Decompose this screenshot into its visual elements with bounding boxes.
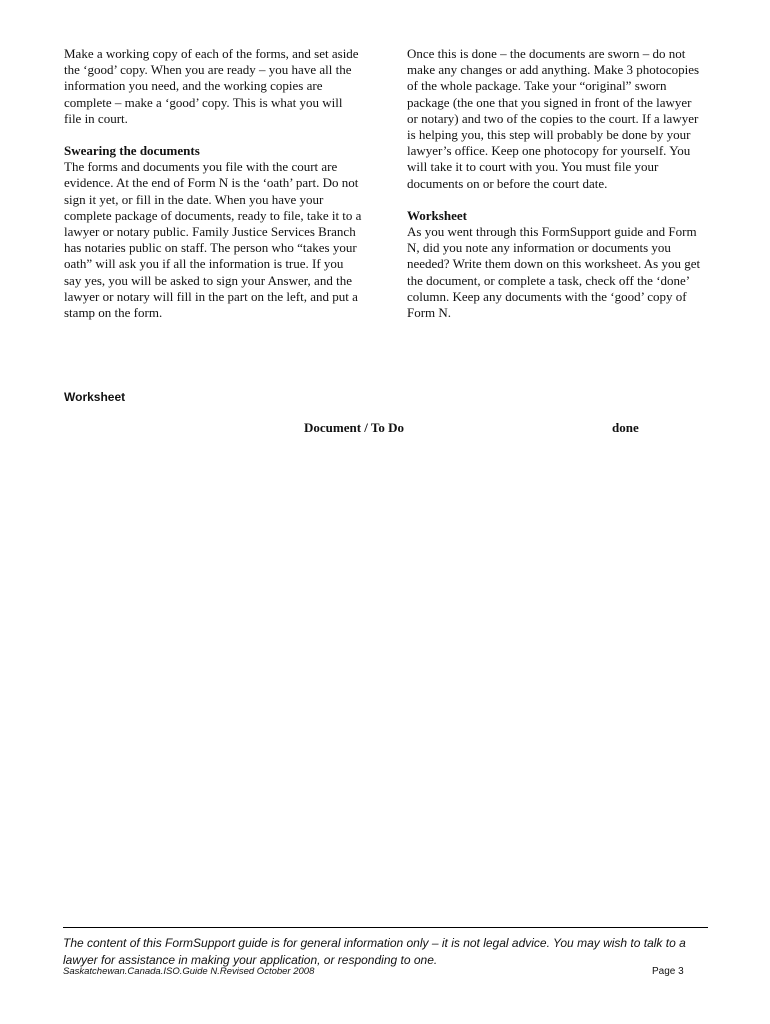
paragraph-gap [407,192,705,208]
worksheet-column-done: done [612,420,639,435]
left-column [64,46,362,321]
footer-divider [63,927,708,928]
swearing-heading: Swearing the documents [64,143,200,159]
intro-paragraph: Make a working copy of each of the forms, and set aside the ‘good’ copy. When you are ready – you have all the information you need, and the working copies are complete – make a ‘good’ copy. This is what you will file in court. [64,46,359,126]
footer-disclaimer: The content of this FormSupport guide is for general information only – it is not legal advice. You may wish to talk to a lawyer for assistance in making your application, or responding to one. [63,936,686,967]
worksheet-heading: Worksheet [64,390,126,404]
paragraph-gap [64,127,362,143]
worksheet-subheading: Worksheet [407,207,467,223]
worksheet-column-document: Document / To Do [304,420,405,435]
right-column [407,46,705,321]
worksheet-instructions: As you went through this FormSupport guide and Form N, did you note any information or documents you needed? Write them down on this worksheet. As you get the document, or complete a task, check off the ‘done’ column. Keep any documents with the ‘good’ copy of Form N. [407,224,701,321]
swearing-paragraph: The forms and documents you file with the court are evidence. At the end of Form N is the ‘oath’ part. Do not sign it yet, or fill in the date. When you have your complete package of documents, ready to file, take it to a lawyer or notary public. Family Justice Services Branch has notaries public on staff. The person who “takes your oath” will ask you if all the information is true. If you say yes, you will be asked to sign your Answer, and the lawyer or notary will fill in the part on the left, and put a stamp on the form. [64,159,362,321]
footer-source: Saskatchewan.Canada.ISO.Guide N.Revised October 2008 [63,966,315,977]
page-number: Page 3 [652,966,684,977]
copies-paragraph: Once this is done – the documents are sworn – do not make any changes or add anything. Make 3 photocopies of the whole package. Take your “original” sworn package (the one that you signed in front of the lawyer or notary) and two of the copies to the court. If a lawyer is helping you, this step will probably be done by your lawyer’s office. Keep one photocopy for yourself. You will take it to court with you. You must file your documents on or before the court date. [407,46,700,191]
